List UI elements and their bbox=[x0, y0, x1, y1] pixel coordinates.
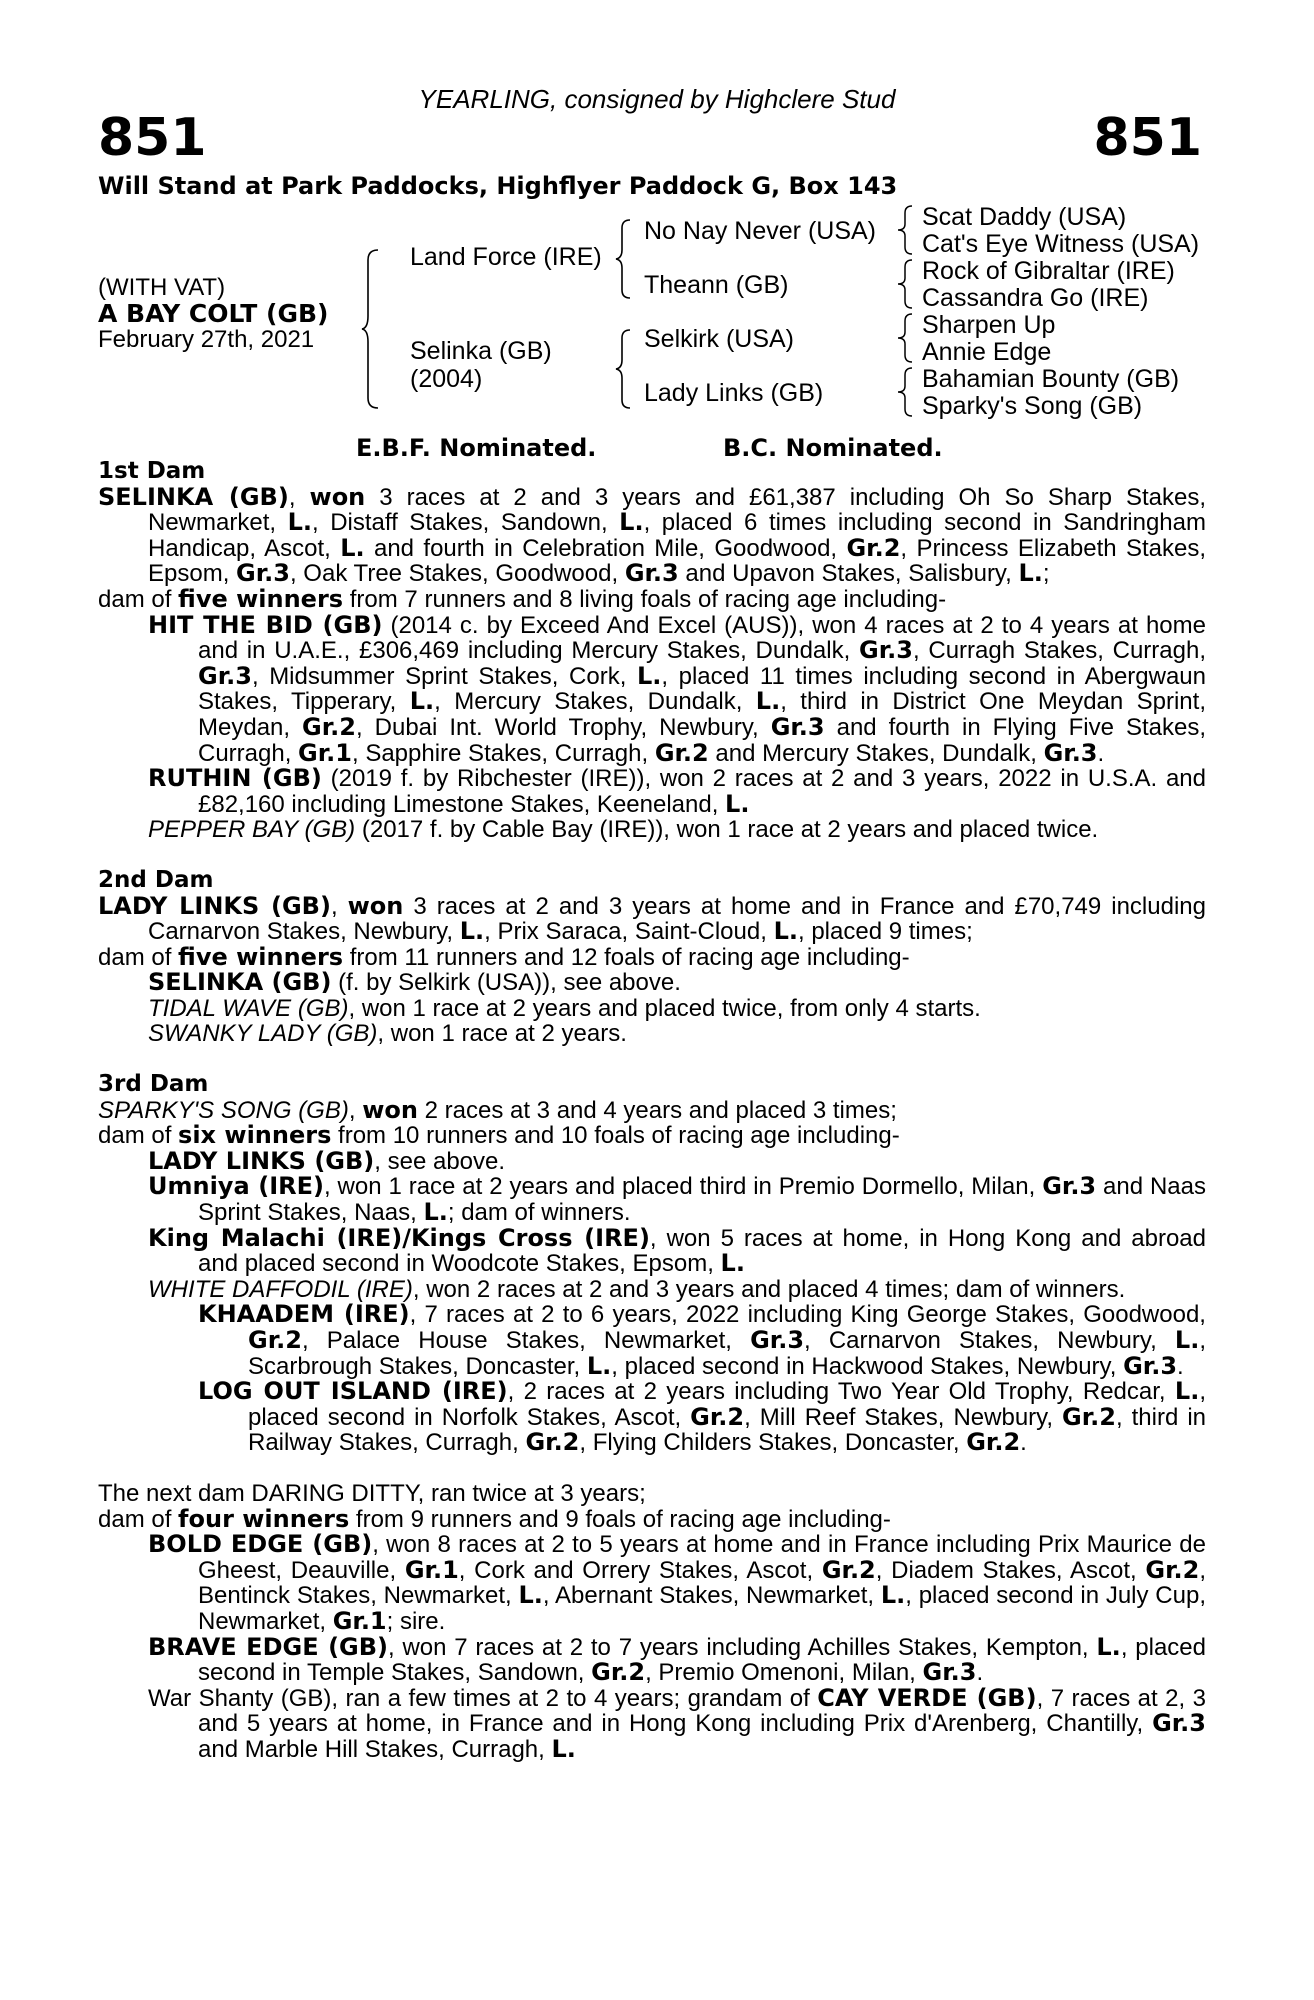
sire-dam-dam: Cassandra Go (IRE) bbox=[922, 284, 1149, 312]
next-dam-foal: War Shanty (GB), ran a few times at 2 to 4 years; grandam of CAY VERDE (GB), 7 races at 2, 3 and 5 years at home, in France and in Hong Kong including Prix d'Arenberg, Chantilly, Gr.3 and Marble Hill Stakes, Curragh, L. bbox=[148, 1683, 1206, 1763]
first-dam-heading: 1st Dam bbox=[98, 458, 206, 484]
sire-sire-sire: Scat Daddy (USA) bbox=[922, 203, 1127, 231]
second-dam-produce: dam of five winners from 11 runners and 12 foals of racing age including- bbox=[98, 942, 910, 971]
next-dam-foal: BOLD EDGE (GB), won 8 races at 2 to 5 years at home and in France including Prix Maurice de Gheest, Deauville, Gr.1, Cork and Orrery Stakes, Ascot, Gr.2, Diadem Stakes, Ascot, Gr.2, Bentinck Stakes, Newmarket, L., Abernant Stakes, Newmarket, L., placed second in July Cup, Newmarket, Gr.1; sire. bbox=[148, 1530, 1206, 1635]
sire-dam: Theann (GB) bbox=[644, 271, 789, 299]
dam-dam-sire: Bahamian Bounty (GB) bbox=[922, 365, 1180, 393]
sire-sire: No Nay Never (USA) bbox=[644, 217, 876, 245]
third-dam-heading: 3rd Dam bbox=[98, 1071, 209, 1098]
second-dam-foal: SELINKA (GB) (f. by Selkirk (USA)), see above. bbox=[148, 968, 681, 997]
next-dam-foal: BRAVE EDGE (GB), won 7 races at 2 to 7 years including Achilles Stakes, Kempton, L., placed second in Temple Stakes, Sandown, Gr.2, Premio Omenoni, Milan, Gr.3. bbox=[148, 1632, 1206, 1687]
dam-name: Selinka (GB) bbox=[410, 337, 552, 365]
second-dam-foal: SWANKY LADY (GB), won 1 race at 2 years. bbox=[148, 1020, 627, 1048]
stand-location: Will Stand at Park Paddocks, Highflyer Paddock G, Box 143 bbox=[98, 172, 898, 200]
dam-dam: Lady Links (GB) bbox=[644, 379, 824, 407]
first-dam-foal: RUTHIN (GB) (2019 f. by Ribchester (IRE)), won 2 races at 2 and 3 years, 2022 in U.S.A. and £82,160 including Limestone Stakes, Keeneland, L. bbox=[148, 764, 1206, 818]
second-dam-record: LADY LINKS (GB), won 3 races at 2 and 3 years at home and in France and £70,749 including Carnarvon Stakes, Newbury, L., Prix Saraca, Saint-Cloud, L., placed 9 times; bbox=[98, 891, 1206, 946]
first-dam-foal: HIT THE BID (GB) (2014 c. by Exceed And Excel (AUS)), won 4 races at 2 to 4 years at home and in U.A.E., £306,469 including Mercury Stakes, Dundalk, Gr.3, Curragh Stakes, Curragh, Gr.3, Midsummer Sprint Stakes, Cork, L., placed 11 times including second in Abergwaun Stakes, Tipperary, L., Mercury Stakes, Dundalk, L., third in District One Meydan Sprint, Meydan, Gr.2, Dubai Int. World Trophy, Newbury, Gr.3 and fourth in Flying Five Stakes, Curragh, Gr.1, Sapphire Stakes, Curragh, Gr.2 and Mercury Stakes, Dundalk, Gr.3. bbox=[148, 610, 1207, 767]
pedigree-bracket-dd bbox=[896, 366, 918, 418]
dam-dam-dam: Sparky's Song (GB) bbox=[922, 392, 1143, 420]
horse-name: A BAY COLT (GB) bbox=[98, 299, 329, 328]
next-dam-produce: dam of four winners from 9 runners and 9 foals of racing age including- bbox=[98, 1504, 891, 1533]
second-dam-foal: TIDAL WAVE (GB), won 1 race at 2 years and placed twice, from only 4 starts. bbox=[148, 994, 981, 1022]
sire-name: Land Force (IRE) bbox=[410, 243, 602, 271]
first-dam-produce: dam of five winners from 7 runners and 8 living foals of racing age including- bbox=[98, 584, 947, 613]
dam-sire-dam: Annie Edge bbox=[922, 338, 1052, 366]
third-dam-foal: LADY LINKS (GB), see above. bbox=[148, 1146, 506, 1175]
third-dam-grandfoal: LOG OUT ISLAND (IRE), 2 races at 2 years including Two Year Old Trophy, Redcar, L., placed second in Norfolk Stakes, Ascot, Gr.2, Mill Reef Stakes, Newbury, Gr.2, third in Railway Stakes, Curragh, Gr.2, Flying Childers Stakes, Doncaster, Gr.2. bbox=[198, 1377, 1206, 1457]
second-dam-heading: 2nd Dam bbox=[98, 866, 214, 893]
pedigree-bracket-sire bbox=[614, 218, 636, 300]
sire-dam-sire: Rock of Gibraltar (IRE) bbox=[922, 257, 1175, 285]
dam-sire: Selkirk (USA) bbox=[644, 325, 795, 353]
lot-number-right: 851 bbox=[1093, 108, 1202, 168]
consignor-subtitle: YEARLING, consigned by Highclere Stud bbox=[418, 84, 896, 114]
pedigree-bracket-ss bbox=[896, 204, 918, 256]
sire-sire-dam: Cat's Eye Witness (USA) bbox=[922, 230, 1200, 258]
dam-sire-sire: Sharpen Up bbox=[922, 311, 1056, 339]
horse-dob: February 27th, 2021 bbox=[98, 326, 315, 353]
lot-number-left: 851 bbox=[98, 108, 207, 168]
pedigree-bracket-main bbox=[360, 248, 384, 410]
pedigree-bracket-ds bbox=[896, 312, 918, 364]
third-dam-produce: dam of six winners from 10 runners and 10 foals of racing age including- bbox=[98, 1121, 900, 1150]
third-dam-foal: WHITE DAFFODIL (IRE), won 2 races at 2 and 3 years and placed 4 times; dam of winners. bbox=[148, 1275, 1126, 1303]
first-dam-record: SELINKA (GB), won 3 races at 2 and 3 years and £61,387 including Oh So Sharp Stakes, Newmarket, L., Distaff Stakes, Sandown, L., placed 6 times including second in Sandringham Handicap, Ascot, L. and fourth in Celebration Mile, Goodwood, Gr.2, Princess Elizabeth Stakes, Epsom, Gr.3, Oak Tree Stakes, Goodwood, Gr.3 and Upavon Stakes, Salisbury, L.; bbox=[98, 482, 1207, 588]
third-dam-grandfoal: KHAADEM (IRE), 7 races at 2 to 6 years, 2022 including King George Stakes, Goodwood, Gr.2, Palace House Stakes, Newmarket, Gr.3, Carnarvon Stakes, Newbury, L., Scarbrough Stakes, Doncaster, L., placed second in Hackwood Stakes, Newbury, Gr.3. bbox=[198, 1300, 1206, 1380]
pedigree-bracket-dam bbox=[614, 328, 636, 410]
dam-year: (2004) bbox=[410, 365, 483, 393]
catalogue-body bbox=[98, 459, 1206, 1763]
third-dam-foal: King Malachi (IRE)/Kings Cross (IRE), won 5 races at home, in Hong Kong and abroad and placed second in Woodcote Stakes, Epsom, L. bbox=[148, 1223, 1206, 1278]
vat-note: (WITH VAT) bbox=[98, 274, 226, 301]
third-dam-foal: Umniya (IRE), won 1 race at 2 years and placed third in Premio Dormello, Milan, Gr.3 and Naas Sprint Stakes, Naas, L.; dam of winners. bbox=[148, 1172, 1207, 1227]
next-dam-record: The next dam DARING DITTY, ran twice at 3 years; bbox=[98, 1479, 646, 1507]
third-dam-record: SPARKY'S SONG (GB), won 2 races at 3 and 4 years and placed 3 times; bbox=[98, 1095, 897, 1124]
bc-nomination: B.C. Nominated. bbox=[723, 434, 943, 462]
first-dam-foal: PEPPER BAY (GB) (2017 f. by Cable Bay (IRE)), won 1 race at 2 years and placed twice. bbox=[148, 816, 1099, 844]
ebf-nomination: E.B.F. Nominated. bbox=[356, 434, 597, 462]
pedigree-bracket-sd bbox=[896, 258, 918, 310]
